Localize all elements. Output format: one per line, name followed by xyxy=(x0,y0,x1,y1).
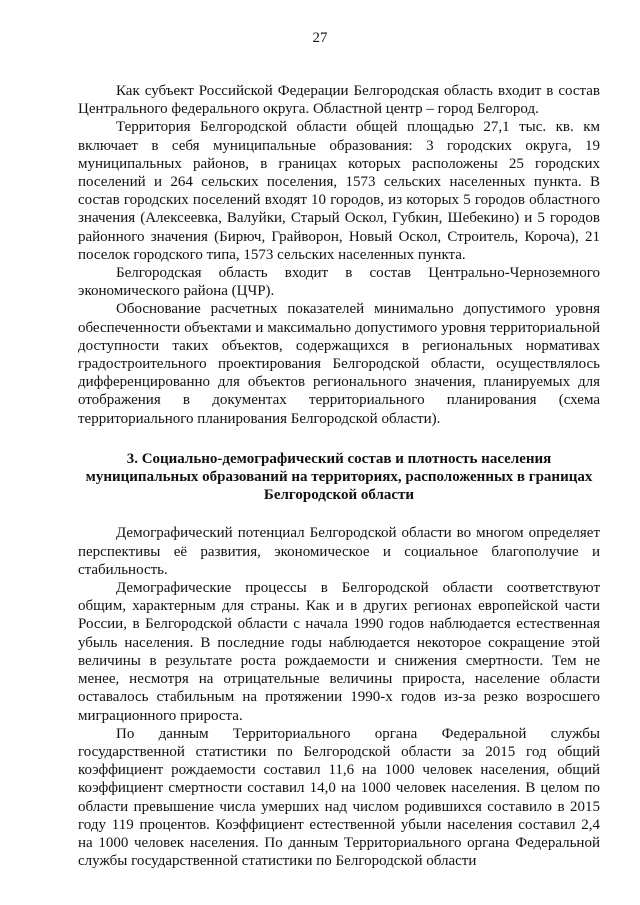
document-body xyxy=(78,82,600,870)
page-number: 27 xyxy=(312,30,328,46)
paragraph-justification: Обоснование расчетных показателей минимально допустимого уровня обеспеченности объектами и максимально допустимого уровня территориальной доступности таких объектов, содержащихся в региональных нормативах градостроительного проектирования Белгородской области, осуществлялось дифференцированно для объектов регионального значения, планируемых для отображения в документах территориального планирования (схема территориального планирования Белгородской области). xyxy=(78,301,600,427)
paragraph-statistics: По данным Территориального органа Федеральной службы государственной статистики по Белгородской области за 2015 год общий коэффициент рождаемости составил 11,6 на 1000 человек населения, общий коэффициент смертности составил 14,0 на 1000 человек населения. В целом по области превышение числа умерших над числом родившихся составило в 2015 году 119 процентов. Коэффициент естественной убыли населения составил 2,4 на 1000 человек населения. По данным Территориального органа Федеральной службы государственной статистики по Белгородской области xyxy=(78,725,600,870)
paragraph-demographic-potential: Демографический потенциал Белгородской области во многом определяет перспективы её развития, экономическое и социальное благополучие и стабильность. xyxy=(78,525,600,578)
paragraph-territory: Территория Белгородской области общей площадью 27,1 тыс. кв. км включает в себя муниципальные образования: 3 городских округа, 19 муниципальных районов, в границах которых расположены 25 городских поселений и 264 сельских поселения, 1573 сельских населенных пункта. В состав городских поселений входят 10 городов, из которых 5 городов областного значения (Алексеевка, Валуйки, Старый Оскол, Губкин, Шебекино) и 5 городов районного значения (Бирюч, Грайворон, Новый Оскол, Строитель, Короча), 21 поселок городского типа, 1573 сельских населенных пункта. xyxy=(78,119,600,263)
paragraph-federal-district: Как субъект Российской Федерации Белгородская область входит в состав Центрального федерального округа. Областной центр – город Белгород. xyxy=(78,83,600,118)
section-heading: 3. Социально-демографический состав и плотность населения муниципальных образований на территориях, расположенных в границах Белгородской области xyxy=(85,450,593,504)
paragraph-demographic-processes: Демографические процессы в Белгородской области соответствуют общим, характерным для страны. Как и в других регионах европейской части России, в Белгородской области с начала 1990 годов наблюдается естественная убыль населения. В последние годы наблюдается некоторое сокращение этой величины в результате роста рождаемости и снижения смертности. Тем не менее, несмотря на отрицательные величины прироста, население области оставалось стабильным на протяжении 1990-х годов из-за резко возросшего миграционного прироста. xyxy=(78,580,600,724)
paragraph-economic-region: Белгородская область входит в состав Центрально-Черноземного экономического района (ЦЧР). xyxy=(78,265,600,300)
